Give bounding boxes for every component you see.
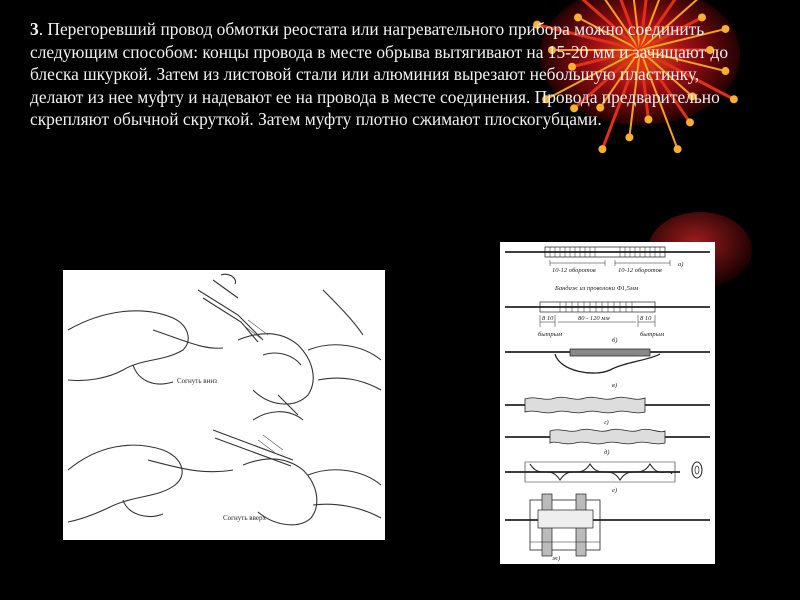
label-e: е) bbox=[612, 487, 618, 494]
splice-drawing bbox=[500, 242, 715, 564]
pliers-drawing bbox=[63, 270, 385, 540]
instruction-text: . Перегоревший провод обмотки реостата или нагревательного прибора можно соединить следующим способом: концы провода в месте обрыва вытягивают на 15-20 мм и зачищают до блеска шкуркой. Затем из листовой стали или алюминия вырезают небольшую пластинку, делают из нее муфту и надевают ее на провода в месте соединения. Провода предварительно скрепляют обычной скруткой. Затем муфту плотно сжимают плоскогубцами. bbox=[30, 19, 729, 129]
label-zh: ж) bbox=[552, 555, 561, 562]
slide-body-text bbox=[30, 18, 750, 131]
flower-ray-tip bbox=[598, 145, 606, 153]
bitrym-right: бытрым bbox=[640, 331, 665, 338]
flower-ray-tip bbox=[674, 145, 682, 153]
dim-middle: 80 - 120 мм bbox=[578, 315, 610, 322]
turns-right-label: 10-12 оборотов bbox=[618, 267, 662, 274]
bitrym-left: бытрым bbox=[538, 331, 563, 338]
wire-splice-diagram bbox=[500, 242, 715, 564]
bend-up-caption: Согнуть вверх bbox=[223, 514, 266, 522]
label-g: г) bbox=[604, 419, 609, 426]
label-a: а) bbox=[678, 261, 684, 268]
bend-down-caption: Согнуть вниз bbox=[177, 377, 217, 385]
label-v: в) bbox=[612, 382, 617, 389]
label-b: б) bbox=[612, 337, 618, 344]
dim-right: 8 10 bbox=[640, 315, 652, 322]
turns-left-label: 10-12 оборотов bbox=[552, 267, 596, 274]
label-d: д) bbox=[604, 449, 610, 456]
bandage-label: Бандаж из проволоки Ф1,5мм bbox=[555, 285, 639, 292]
dim-left: 8 10 bbox=[542, 315, 554, 322]
step-number: 3 bbox=[30, 19, 39, 39]
pliers-illustration bbox=[63, 270, 385, 540]
flower-ray-tip bbox=[625, 133, 633, 141]
